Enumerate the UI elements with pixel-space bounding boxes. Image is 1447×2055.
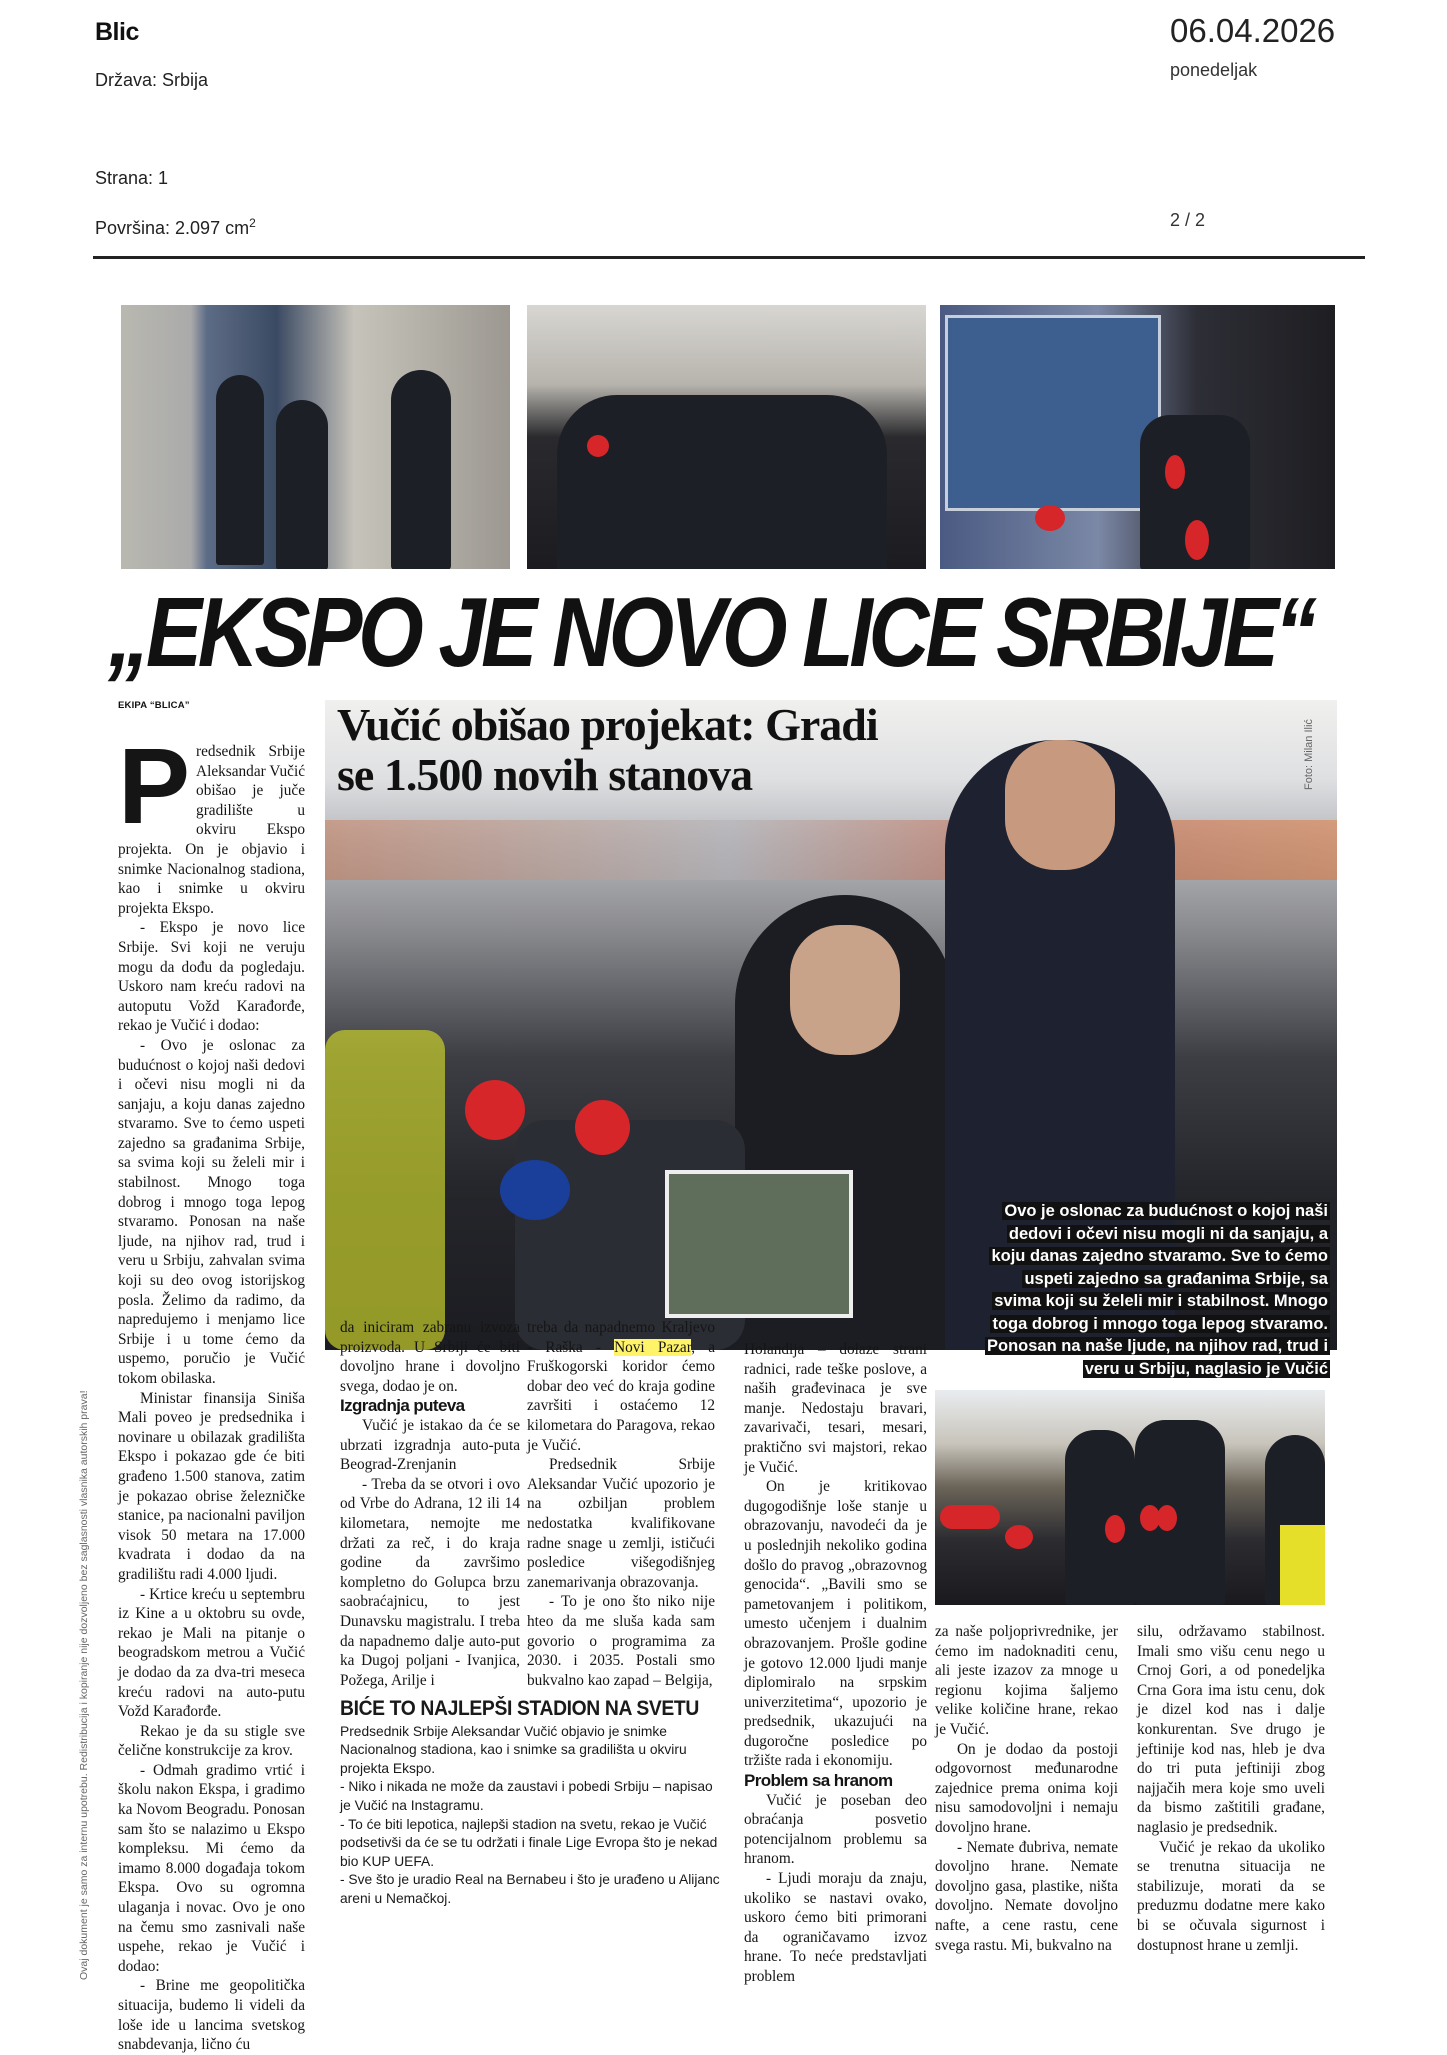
paragraph: - Ovo je oslonac za budućnost o kojoj naši dedovi i očevi nisu mogli ni da sanjaju, a koju danas zajedno stvaramo. Sve to ćemo uspeti zajedno sa građanima Srbije, sa svima koji su želeli mir i stabilnost. Mnogo toga dobrog i mnogo toga lepog stvaramo. Ponosan na naše ljude, na njihov rad, trud i veru u Srbiju, zahvalan svima koji su deo ovog istorijskog posla. Želimo da radimo, da napredujemo i menjamo lice Srbije i u tome ćemo da uspemo, poručio je Vučić tokom obilaska. [118, 1036, 305, 1387]
section-subtitle-food: Problem sa hranom [744, 1771, 893, 1791]
publication-date: 06.04.2026 [1170, 12, 1336, 49]
paragraph: - Ljudi moraju da znaju, ukoliko se nastavi ovako, uskoro ćemo biti primorani da ograničavamo izvoz hrane. To neće predstavljati problem [744, 1870, 927, 1985]
photo-press-group [527, 305, 926, 569]
paragraph: Vučić je poseban deo obraćanja posvetio potencijalnom problemu sa hranom. [744, 1791, 927, 1868]
byline: EKIPA “BLICA” [118, 700, 190, 711]
box-title: BIĆE TO NAJLEPŠI STADION NA SVETU [340, 1697, 699, 1720]
highlighted-text: Novi Pazar [614, 1338, 692, 1356]
copyright-notice: Ovaj dokument je samo za internu upotrebu. Redistribucija i kopiranje nije dozvoljeno bez saglasnosti vlasnika autorskih prava! [78, 1390, 90, 1980]
secondary-photo [935, 1390, 1325, 1605]
box-paragraph: - To će biti lepotica, najlepši stadion na svetu, rekao je Vučić podsetivši da će se tu održati i finale Lige Evropa što je nekad bio KUP UEFA. [340, 1816, 718, 1869]
paragraph: Ministar finansija Siniša Mali poveo je predsednika i novinare u obilazak gradilišta Ekspo i pokazao gde će biti građeno 1.500 stanova, zatim je pokazao obrise železničke stanice, pa nacionalni paviljon visok 50 metara na 17.000 kvadrata i dodao da na gradilištu radi 4.000 ljudi. [118, 1389, 305, 1583]
stadium-sidebar-box [340, 1697, 725, 1909]
photo-national-pavilion [940, 305, 1335, 569]
article-column-1 [118, 725, 305, 2055]
article-column-6 [1137, 1622, 1325, 1955]
paragraph: On je dodao da postoji odgovornost međunarodne zajednice prema onima koji nisu samodovoljni i nemaju dovoljno hrane. [935, 1740, 1118, 1836]
paragraph: silu, održavamo stabilnost. Imali smo višu cenu nego u Crnoj Gori, a od ponedeljka Crna Gora ima istu cenu, dok je dizel kod nas i dalje konkurentan. Sve drugo je jeftinije kod nas, hleb je dva do tri puta jeftiniji zbog najjačih mera koje smo uveli da bismo zaštitili građane, naglasio je predsednik. [1137, 1623, 1325, 1836]
page-count: 2 / 2 [1170, 210, 1206, 230]
article-column-4 [744, 1340, 927, 1987]
paragraph: - Nemate đubriva, nemate dovoljno hrane. Nemate dovoljno gasa, plastike, ništa dovoljno. Nemate dovoljno nafte, a cene rastu, cene svega rastu. Mi, bukvalno na [935, 1838, 1118, 1954]
paragraph: Predsednik Srbije Aleksandar Vučić upozorio je na ozbiljan problem nedostatka kvalifikovane radne snage u zemlji, ističući posledice višegodišnjeg zanemarivanja obrazovanja. [527, 1456, 715, 1591]
box-paragraph: - Sve što je uradio Real na Bernabeu i što je urađeno u Alijanc areni u Nemačkoj. [340, 1872, 720, 1906]
subheadline-line-2: se 1.500 novih stanova [337, 749, 753, 800]
country-label: Država: Srbija [95, 70, 209, 90]
area-label [95, 216, 256, 239]
box-paragraph: Predsednik Srbije Aleksandar Vučić objavio je snimke Nacionalnog stadiona, kao i snimke sa gradilišta u okviru projekta Ekspo. [340, 1723, 687, 1776]
page-number-label: Strana: 1 [95, 168, 169, 188]
paragraph: Rekao je da su stigle sve čelične konstrukcije za krov. [118, 1722, 305, 1760]
article-column-5 [935, 1622, 1118, 1955]
area-value: Površina: 2.097 cm [95, 218, 250, 238]
pull-quote-text: Ovo je oslonac za budućnost o kojoj naši dedovi i očevi nisu mogli ni da sanjaju, a koju danas zajedno stvaramo. Sve to ćemo uspeti zajedno sa građanima Srbije, sa svima koji su želeli mir i stabilnost. Mnogo toga dobrog i mnogo toga lepog stvaramo. Ponosan na naše ljude, na njihov rad, trud i veru u Srbiju, naglasio je Vučić [987, 1202, 1329, 1378]
paragraph: Vučić je istakao da će se ubrzati izgradnja auto-puta Beograd-Zrenjanin [340, 1416, 520, 1474]
section-subtitle-roads: Izgradnja puteva [340, 1396, 465, 1416]
pull-quote [985, 1200, 1330, 1380]
text-span: treba da napadnemo Kraljevo - Raška - [527, 1319, 715, 1356]
paragraph: - Odmah gradimo vrtić i školu nakon Ekspa, i gradimo ka Novom Beogradu. Ponosan sam što se nalazimo u Ekspo kompleksu. Mi ćemo da imamo 8.000 događaja tokom Ekspa. Ovo su ogromna ulaganja i novac. Ovo je ono na čemu smo zasnivali naše uspehe, rekao je Vučić i dodao: [118, 1761, 305, 1975]
paragraph: za naše poljoprivrednike, jer ćemo im nadoknaditi cenu, ali jeste izazov za mnoge u regionu kojima šaljemo velike količine hrane, rekao je Vučić. [935, 1623, 1118, 1738]
photo-credit: Foto: Milan Ilić [1303, 719, 1315, 790]
paragraph: da iniciram zabranu izvoza proizvoda. U Srbiji će biti dovoljno hrane i dovoljno svega, dodao je on. [340, 1319, 520, 1395]
article-headline: „EKSPO JE NOVO LICE SRBIJE“ [108, 577, 1313, 687]
header-divider [93, 256, 1365, 259]
area-unit-sup: 2 [249, 216, 256, 230]
photo-walking-site [121, 305, 510, 569]
paragraph [527, 1318, 715, 1455]
subheadline-line-1: Vučić obišao projekat: Gradi [337, 699, 878, 750]
paragraph: - Krtice kreću u septembru iz Kine a u oktobru su ovde, rekao je Mali na pitanje o beogradskom metrou a Vučić je dodao da za dva-tri meseca kreću radovi na auto-putu Vožd Karađorđe. [118, 1585, 305, 1721]
publication-name: Blic [95, 18, 139, 46]
article-subheadline [337, 700, 878, 800]
paragraph: - Brine me geopolitička situacija, budemo li videli da loše ide u lancima svetskog snabdevanja, lično ću [118, 1977, 305, 2054]
drop-cap: P [118, 725, 191, 846]
text-span: , a Fruškogorski koridor ćemo dobar deo već do kraja godine završiti i ostaćemo 12 kilometara do Paragova, rekao je Vučić. [527, 1338, 715, 1454]
article-column-3 [527, 1318, 715, 1690]
paragraph: - To je ono što niko nije hteo da me sluša kada sam govorio o programima za 2030. i 2035. Postali smo bukvalno kao zapad – Belgija, [527, 1593, 715, 1689]
paragraph: Vučić je rekao da ukoliko se trenutna situacija ne stabilizuje, morati da se preduzmu dodatne mere kako bi se očuvala sigurnost i dostupnost hrane u zemlji. [1137, 1838, 1325, 1954]
paragraph: On je kritikovao dugogodišnje loše stanje u obrazovanju, navodeći da je u poslednjih nekoliko godina došlo do pravog „obrazovnog genocida“. „Bavili smo se pametovanjem i politikom, umesto učenjem i dualnim obrazovanjem. Prošle godine je gotovo 12.000 ljudi manje diplomiralo na srpskim univerzitetima“, upozorio je predsednik, ukazujući na dugoročne posledice po tržište rada i ekonomiju. [744, 1478, 927, 1770]
paragraph: Holandija – dolaze strani radnici, rade teške poslove, a naših građevinaca je sve manje. Nedostaju bravari, zavarivači, tesari, mesari, praktično svi majstori, rekao je Vučić. [744, 1341, 927, 1476]
paragraph: - Ekspo je novo lice Srbije. Svi koji ne veruju mogu da dođu da pogledaju. Uskoro nam kreću radovi na autoputu Vožd Karađorđe, rekao je Vučić i dodao: [118, 919, 305, 1035]
box-paragraph: - Niko i nikada ne može da zaustavi i pobedi Srbiju – napisao je Vučić na Instagramu. [340, 1779, 713, 1813]
paragraph: - Treba da se otvori i ovo od Vrbe do Adrana, 12 ili 14 kilometara, nemojte me držati za reč, i do kraja godine da završimo kompletno do Golupca brzu saobraćajnicu, to jest Dunavsku magistralu. I treba da napadnemo dalje auto-put ka Dugoj poljani - Ivanjica, Požega, Arilje i [340, 1475, 520, 1689]
weekday: ponedeljak [1170, 60, 1258, 80]
lead-paragraph: redsednik Srbije Aleksandar Vučić obišao je juče gradilište u okviru Ekspo projekta. On je objavio i snimke Nacionalnog stadiona, kao i snimke u okviru projekta Ekspo. [118, 743, 305, 917]
article-column-2 [340, 1318, 520, 1690]
